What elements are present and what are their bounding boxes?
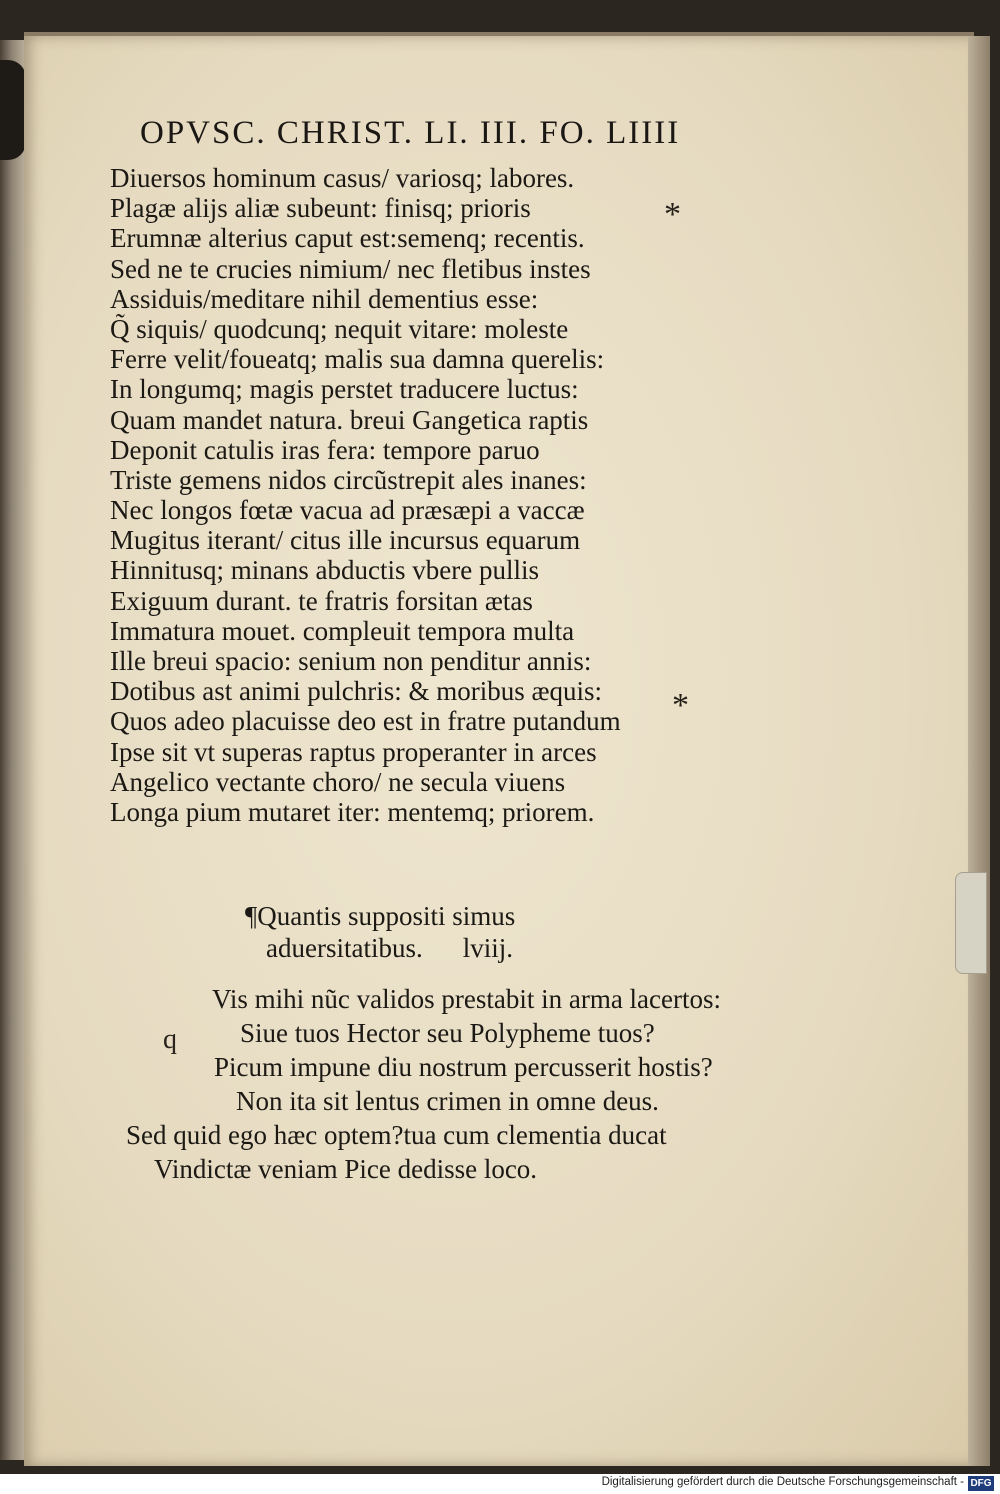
text-line: Exiguum durant. te fratris forsitan ætas: [110, 585, 533, 616]
text-line: Q̃ siquis/ quodcunq; nequit vitare: moleste: [110, 313, 569, 344]
text-line: Ferre velit/foueatq; malis sua damna querelis:: [110, 344, 605, 375]
text-line: Ille breui spacio: senium non penditur annis:: [110, 646, 592, 676]
text-line: Mugitus iterant/ citus ille incursus equarum: [110, 525, 581, 556]
running-header: OPVSC. CHRIST. LI. III. FO. LIIII: [140, 115, 681, 151]
text-line: Erumnæ alterius caput est:semenq; recentis.: [110, 223, 585, 254]
text-line: In longumq; magis perstet traducere luctus:: [110, 374, 579, 405]
text-line: Diuersos hominum casus/ variosq; labores.: [110, 163, 575, 193]
text-line: Dotibus ast animi pulchris: & moribus æquis:: [110, 676, 602, 707]
text-line: Immatura mouet. compleuit tempora multa: [110, 615, 575, 646]
marginal-q: q: [163, 1024, 177, 1055]
text-line: Angelico vectante choro/ ne secula viuens: [110, 766, 566, 797]
verse-line: Sed quid ego hæc optem?tua cum clementia ducat: [126, 1120, 667, 1150]
verse-line: Vis mihi nũc validos prestabit in arma lacertos:: [212, 984, 722, 1014]
text-line: Quam mandet natura. breui Gangetica raptis: [110, 404, 589, 435]
elegiac-verse: [120, 982, 820, 1186]
marginal-asterisk: *: [664, 196, 681, 233]
section-heading: [245, 900, 645, 964]
verse-line: Vindictæ veniam Pice dedisse loco.: [154, 1154, 538, 1184]
verse-line: Non ita sit lentus crimen in omne deus.: [236, 1086, 659, 1116]
verse-line: Picum impune diu nostrum percusserit hostis?: [214, 1052, 713, 1082]
text-line: Plagæ alijs aliæ subeunt: finisq; prioris: [110, 193, 531, 224]
text-line: Longa pium mutaret iter: mentemq; priorem.: [110, 796, 595, 827]
text-line: Hinnitusq; minans abductis vbere pullis: [110, 555, 539, 586]
text-line: Triste gemens nidos circũstrepit ales inanes:: [110, 464, 587, 495]
marginal-asterisk: *: [672, 687, 689, 724]
text-line: Deponit catulis iras fera: tempore paruo: [110, 434, 540, 465]
text-line: Quos adeo placuisse deo est in fratre putandum: [110, 706, 621, 737]
right-page-edge: [968, 36, 990, 1466]
section-heading-line2: aduersitatibus.: [266, 933, 423, 963]
book-spine: [0, 60, 26, 160]
verse-line: Siue tuos Hector seu Polypheme tuos?: [240, 1018, 655, 1048]
text-line: Nec longos fœtæ vacua ad præsæpi a vaccæ: [110, 495, 585, 526]
text-line: Ipse sit vt superas raptus properanter in arces: [110, 736, 597, 767]
poem-text: [110, 163, 730, 827]
section-heading-line1: ¶Quantis suppositi simus: [245, 901, 516, 931]
section-number: lviij.: [462, 933, 513, 963]
page-tab-marker: [955, 872, 987, 974]
footer-credit: Digitalisierung gefördert durch die Deutsche Forschungsgemeinschaft -: [601, 1476, 964, 1488]
text-line: Sed ne te crucies nimium/ nec fletibus instes: [110, 253, 591, 284]
dfg-logo: DFG: [968, 1476, 994, 1491]
text-line: Assiduis/meditare nihil dementius esse:: [110, 283, 539, 314]
digitization-footer: [0, 1474, 1000, 1494]
